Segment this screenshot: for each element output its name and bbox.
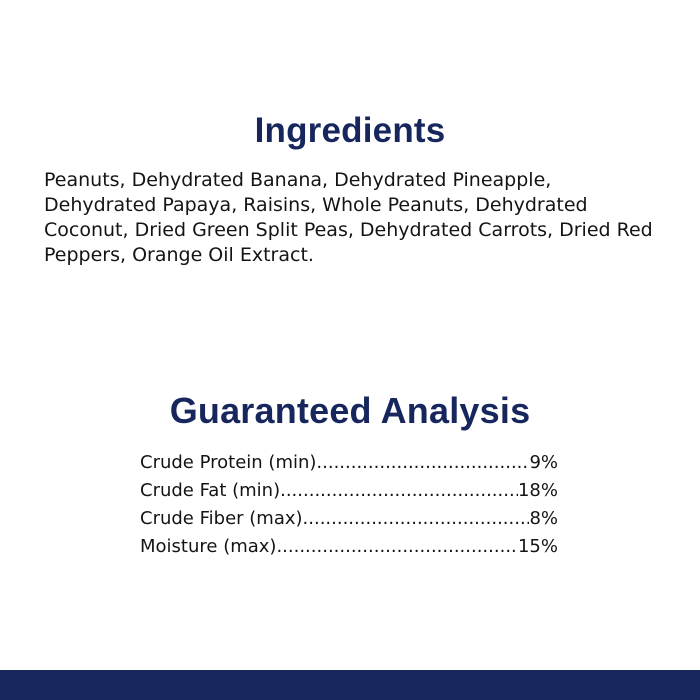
analysis-label: Crude Fiber (max): [140, 508, 303, 529]
analysis-value: 8%: [529, 508, 558, 529]
analysis-row-crude-fat: [140, 477, 558, 505]
analysis-row-crude-fiber: [140, 505, 558, 533]
dot-leader: [303, 505, 530, 533]
dot-leader: [280, 477, 518, 505]
footer-bar: [0, 670, 700, 700]
analysis-label: Moisture (max): [140, 536, 277, 557]
analysis-value: 9%: [529, 452, 558, 473]
analysis-row-crude-protein: [140, 449, 558, 477]
guaranteed-analysis-table: [140, 449, 558, 561]
analysis-label: Crude Fat (min): [140, 480, 281, 501]
analysis-value: 15%: [517, 536, 558, 557]
analysis-label: Crude Protein (min): [140, 452, 317, 473]
dot-leader: [276, 533, 518, 561]
analysis-row-moisture: [140, 533, 558, 561]
ingredients-heading: Ingredients: [254, 111, 446, 150]
guaranteed-analysis-heading: Guaranteed Analysis: [169, 390, 531, 431]
analysis-value: 18%: [517, 480, 558, 501]
ingredients-list: Peanuts, Dehydrated Banana, Dehydrated Pineapple, Dehydrated Papaya, Raisins, Whole Peanuts, Dehydrated Coconut, Dried Green Split Peas, Dehydrated Carrots, Dried Red Peppers, Orange Oil Extract.: [44, 169, 653, 266]
dot-leader: [316, 449, 529, 477]
